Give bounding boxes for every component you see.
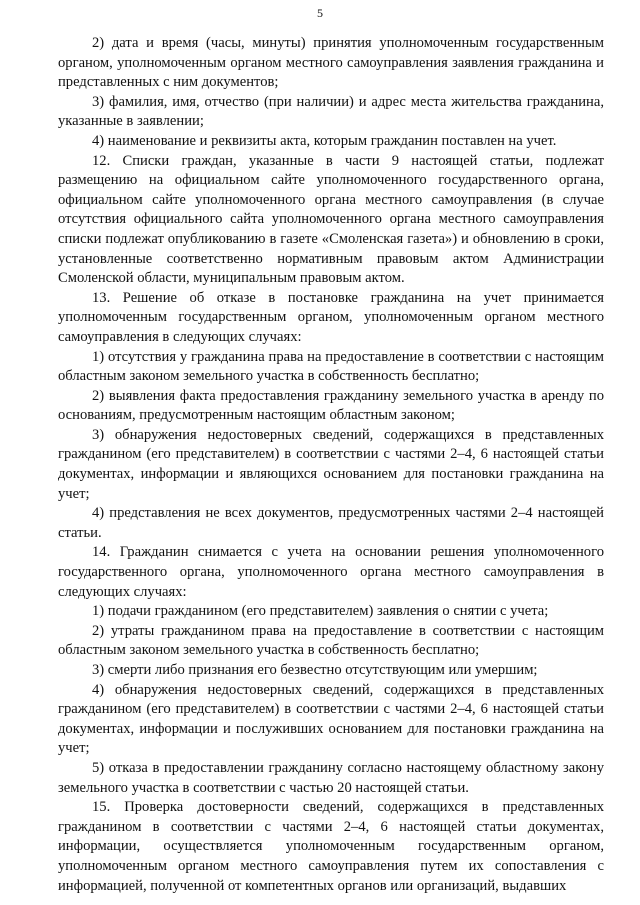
paragraph-part-14-item-4: 4) обнаружения недостоверных сведений, содержащихся в представленных гражданином (его представителем) в соответствии с частями 2–4, 6 настоящей статьи документах, информации и послуживших основанием для постановки гражданина на учет;: [58, 681, 604, 757]
paragraph-part-14-item-1: 1) подачи гражданином (его представителем) заявления о снятии с учета;: [92, 603, 549, 620]
paragraph-part-14-item-5: 5) отказа в предоставлении гражданину согласно настоящему областному закону земельного участка в соответствии с частью 20 настоящей статьи.: [58, 759, 604, 796]
paragraph-part-13-item-4: 4) представления не всех документов, предусмотренных частями 2–4 настоящей статьи.: [58, 505, 604, 541]
paragraph-part-15: 15. Проверка достоверности сведений, содержащихся в представленных гражданином в соответствии с частями 2–4, 6 настоящей статьи документах, информации, осуществляется уполномоченным государственным органом, уполномоченным органом местного самоуправления путем их сопоставления с информацией, полученной от компетентных органов или организаций, выдавших: [58, 799, 604, 894]
paragraph-item-4-act-details: 4) наименование и реквизиты акта, которым гражданин поставлен на учет.: [92, 132, 557, 149]
paragraph-part-13-item-1: 1) отсутствия у гражданина права на предоставление в соответствии с настоящим областным законом земельного участка в собственность бесплатно;: [58, 348, 604, 385]
paragraph-part-13: 13. Решение об отказе в постановке гражданина на учет принимается уполномоченным государственным органом, уполномоченным органом местного самоуправления в следующих случаях:: [58, 289, 604, 345]
paragraph-part-13-item-3: 3) обнаружения недостоверных сведений, содержащихся в представленных гражданином (его представителем) в соответствии с частями 2–4, 6 настоящей статьи документах, информации и являющихся основанием для постановки гражданина на учет;: [58, 426, 604, 502]
document-body: [58, 34, 604, 896]
paragraph-item-2-date-time: 2) дата и время (часы, минуты) принятия уполномоченным государственным органом, уполномоченным органом местного самоуправления заявления гражданина и представленных с ним документов;: [58, 35, 604, 91]
paragraph-item-3-name-address: 3) фамилия, имя, отчество (при наличии) и адрес места жительства гражданина, указанные в заявлении;: [58, 93, 604, 130]
paragraph-part-14-item-3: 3) смерти либо признания его безвестно отсутствующим или умершим;: [92, 662, 538, 678]
paragraph-part-12: 12. Списки граждан, указанные в части 9 настоящей статьи, подлежат размещению на официальном сайте уполномоченного государственного органа, официальном сайте уполномоченного органа местного самоуправления (в случае отсутствия официального сайта уполномоченного органа местного самоуправления списки подлежат опубликованию в газете «Смоленская газета») и обновлению в сроки, установленные соответственно нормативным правовым актом Администрации Смоленской области, муниципальным правовым актом.: [58, 152, 604, 287]
paragraph-part-14-item-2: 2) утраты гражданином права на предоставление в соответствии с настоящим областным законом земельного участка в собственность бесплатно;: [58, 622, 604, 659]
page-number: 5: [317, 6, 323, 20]
paragraph-part-14: 14. Гражданин снимается с учета на основании решения уполномоченного государственного органа, уполномоченного органа местного самоуправления в следующих случаях:: [58, 544, 604, 600]
paragraph-part-13-item-2: 2) выявления факта предоставления гражданину земельного участка в аренду по основаниям, предусмотренным настоящим областным законом;: [58, 387, 604, 424]
